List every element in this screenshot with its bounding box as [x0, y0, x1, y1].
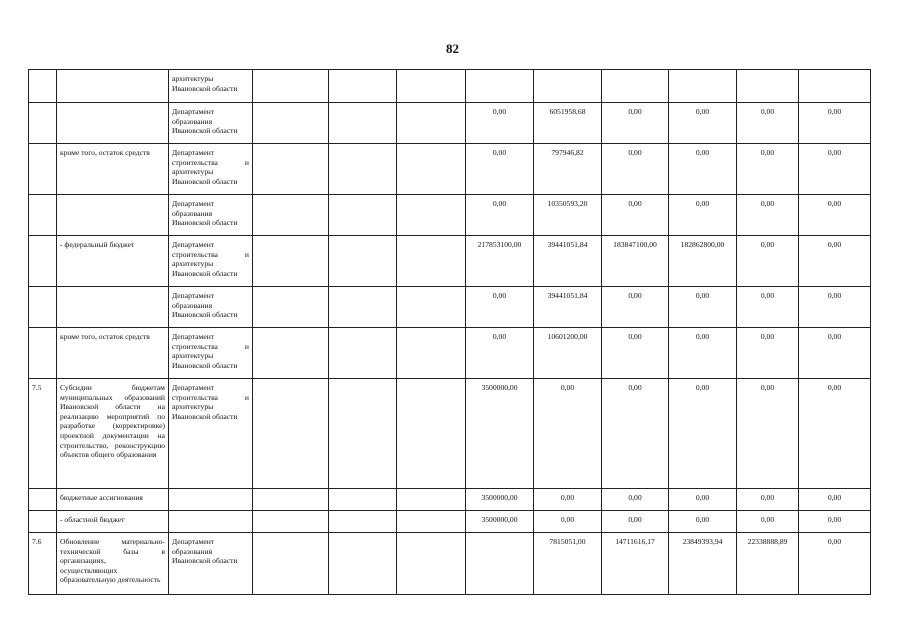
value-cell: 6051958,68 [534, 103, 602, 144]
empty-cell [397, 103, 466, 144]
value-cell [737, 70, 799, 103]
executor-cell: Департамент образования Ивановской области [169, 103, 253, 144]
value-cell: 0,00 [466, 195, 534, 236]
empty-cell [253, 533, 329, 595]
value-cell: 217853100,00 [466, 236, 534, 287]
value-cell: 0,00 [602, 379, 669, 489]
empty-cell [397, 533, 466, 595]
empty-cell [253, 511, 329, 533]
empty-cell [397, 144, 466, 195]
empty-cell [329, 236, 397, 287]
value-cell: 0,00 [799, 328, 871, 379]
row-index-cell: 7.6 [29, 533, 57, 595]
value-cell: 0,00 [799, 287, 871, 328]
row-name-cell: кроме того, остаток средств [57, 328, 169, 379]
empty-cell [397, 379, 466, 489]
empty-cell [397, 195, 466, 236]
value-cell: 0,00 [737, 489, 799, 511]
empty-cell [253, 144, 329, 195]
empty-cell [253, 103, 329, 144]
value-cell: 0,00 [602, 328, 669, 379]
executor-cell: Департамент строительства и архитектуры Ивановской области [169, 379, 253, 489]
row-name-cell: кроме того, остаток средств [57, 144, 169, 195]
value-cell: 0,00 [534, 489, 602, 511]
value-cell: 39441051,84 [534, 287, 602, 328]
empty-cell [329, 328, 397, 379]
value-cell [466, 70, 534, 103]
value-cell: 0,00 [737, 287, 799, 328]
row-name-cell: Субсидии бюджетам муниципальных образований Ивановской области на реализацию мероприятий по разработке (корректировке) проектной документации на строительство, реконструкцию объектов общего образования [57, 379, 169, 489]
value-cell: 0,00 [737, 328, 799, 379]
value-cell: 0,00 [669, 144, 737, 195]
empty-cell [329, 287, 397, 328]
empty-cell [397, 511, 466, 533]
empty-cell [397, 236, 466, 287]
empty-cell [253, 236, 329, 287]
row-name-cell [57, 287, 169, 328]
row-name-cell: Обновление материально-технической базы в организациях, осуществляющих образовательную деятельность [57, 533, 169, 595]
empty-cell [329, 379, 397, 489]
value-cell: 10350593,20 [534, 195, 602, 236]
value-cell: 39441051,84 [534, 236, 602, 287]
value-cell: 0,00 [669, 489, 737, 511]
empty-cell [329, 70, 397, 103]
value-cell: 0,00 [669, 287, 737, 328]
executor-cell: Департамент образования Ивановской области [169, 287, 253, 328]
value-cell: 0,00 [466, 144, 534, 195]
value-cell: 0,00 [737, 511, 799, 533]
value-cell: 0,00 [737, 195, 799, 236]
value-cell: 0,00 [669, 328, 737, 379]
table-row [29, 195, 871, 236]
empty-cell [253, 489, 329, 511]
table-row [29, 287, 871, 328]
value-cell [799, 70, 871, 103]
value-cell: 3500000,00 [466, 489, 534, 511]
empty-cell [329, 533, 397, 595]
value-cell: 0,00 [669, 103, 737, 144]
value-cell: 0,00 [602, 511, 669, 533]
value-cell: 0,00 [799, 103, 871, 144]
value-cell: 0,00 [737, 103, 799, 144]
row-index-cell [29, 103, 57, 144]
budget-table [28, 69, 871, 595]
value-cell: 3500000,00 [466, 379, 534, 489]
value-cell: 0,00 [799, 195, 871, 236]
empty-cell [329, 489, 397, 511]
value-cell: 0,00 [602, 144, 669, 195]
executor-cell: Департамент образования Ивановской области [169, 195, 253, 236]
value-cell: 0,00 [737, 236, 799, 287]
value-cell [534, 70, 602, 103]
executor-cell: Департамент строительства и архитектуры Ивановской области [169, 236, 253, 287]
empty-cell [253, 328, 329, 379]
value-cell: 0,00 [602, 489, 669, 511]
empty-cell [253, 195, 329, 236]
value-cell: 0,00 [466, 103, 534, 144]
empty-cell [253, 70, 329, 103]
row-index-cell [29, 287, 57, 328]
value-cell: 797946,82 [534, 144, 602, 195]
executor-cell: Департамент строительства и архитектуры Ивановской области [169, 328, 253, 379]
value-cell: 182862800,00 [669, 236, 737, 287]
empty-cell [329, 195, 397, 236]
value-cell: 0,00 [669, 511, 737, 533]
table-row [29, 489, 871, 511]
value-cell: 0,00 [799, 379, 871, 489]
row-name-cell: - областной бюджет [57, 511, 169, 533]
value-cell [602, 70, 669, 103]
empty-cell [329, 511, 397, 533]
value-cell: 0,00 [602, 195, 669, 236]
value-cell: 183847100,00 [602, 236, 669, 287]
row-name-cell [57, 70, 169, 103]
empty-cell [329, 103, 397, 144]
row-name-cell [57, 195, 169, 236]
row-index-cell [29, 236, 57, 287]
value-cell: 0,00 [602, 103, 669, 144]
value-cell: 0,00 [799, 533, 871, 595]
executor-cell: архитектуры Ивановской области [169, 70, 253, 103]
row-index-cell [29, 511, 57, 533]
value-cell: 10601200,00 [534, 328, 602, 379]
empty-cell [397, 287, 466, 328]
value-cell: 0,00 [737, 379, 799, 489]
value-cell: 0,00 [799, 144, 871, 195]
row-name-cell [57, 103, 169, 144]
executor-cell: Департамент образования Ивановской области [169, 533, 253, 595]
value-cell: 23849393,94 [669, 533, 737, 595]
value-cell: 0,00 [669, 379, 737, 489]
value-cell: 0,00 [602, 287, 669, 328]
value-cell: 0,00 [466, 328, 534, 379]
value-cell: 0,00 [669, 195, 737, 236]
value-cell: 0,00 [534, 379, 602, 489]
executor-cell [169, 489, 253, 511]
value-cell: 0,00 [737, 144, 799, 195]
value-cell [466, 533, 534, 595]
row-index-cell [29, 489, 57, 511]
empty-cell [397, 70, 466, 103]
executor-cell [169, 511, 253, 533]
row-index-cell: 7.5 [29, 379, 57, 489]
empty-cell [253, 287, 329, 328]
value-cell [669, 70, 737, 103]
value-cell: 0,00 [799, 236, 871, 287]
value-cell: 7815051,00 [534, 533, 602, 595]
row-index-cell [29, 195, 57, 236]
table-row [29, 511, 871, 533]
value-cell: 3500000,00 [466, 511, 534, 533]
table-row [29, 379, 871, 489]
value-cell: 22338888,89 [737, 533, 799, 595]
table-row [29, 144, 871, 195]
empty-cell [253, 379, 329, 489]
value-cell: 14711616,17 [602, 533, 669, 595]
row-name-cell: бюджетные ассигнования [57, 489, 169, 511]
value-cell: 0,00 [466, 287, 534, 328]
empty-cell [397, 328, 466, 379]
row-index-cell [29, 144, 57, 195]
value-cell: 0,00 [799, 511, 871, 533]
table-row [29, 236, 871, 287]
row-name-cell: - федеральный бюджет [57, 236, 169, 287]
table-row [29, 533, 871, 595]
page-number: 82 [446, 41, 459, 56]
row-index-cell [29, 328, 57, 379]
value-cell: 0,00 [799, 489, 871, 511]
table-row [29, 70, 871, 103]
empty-cell [397, 489, 466, 511]
table-row [29, 328, 871, 379]
empty-cell [329, 144, 397, 195]
row-index-cell [29, 70, 57, 103]
table-row [29, 103, 871, 144]
value-cell: 0,00 [534, 511, 602, 533]
executor-cell: Департамент строительства и архитектуры Ивановской области [169, 144, 253, 195]
